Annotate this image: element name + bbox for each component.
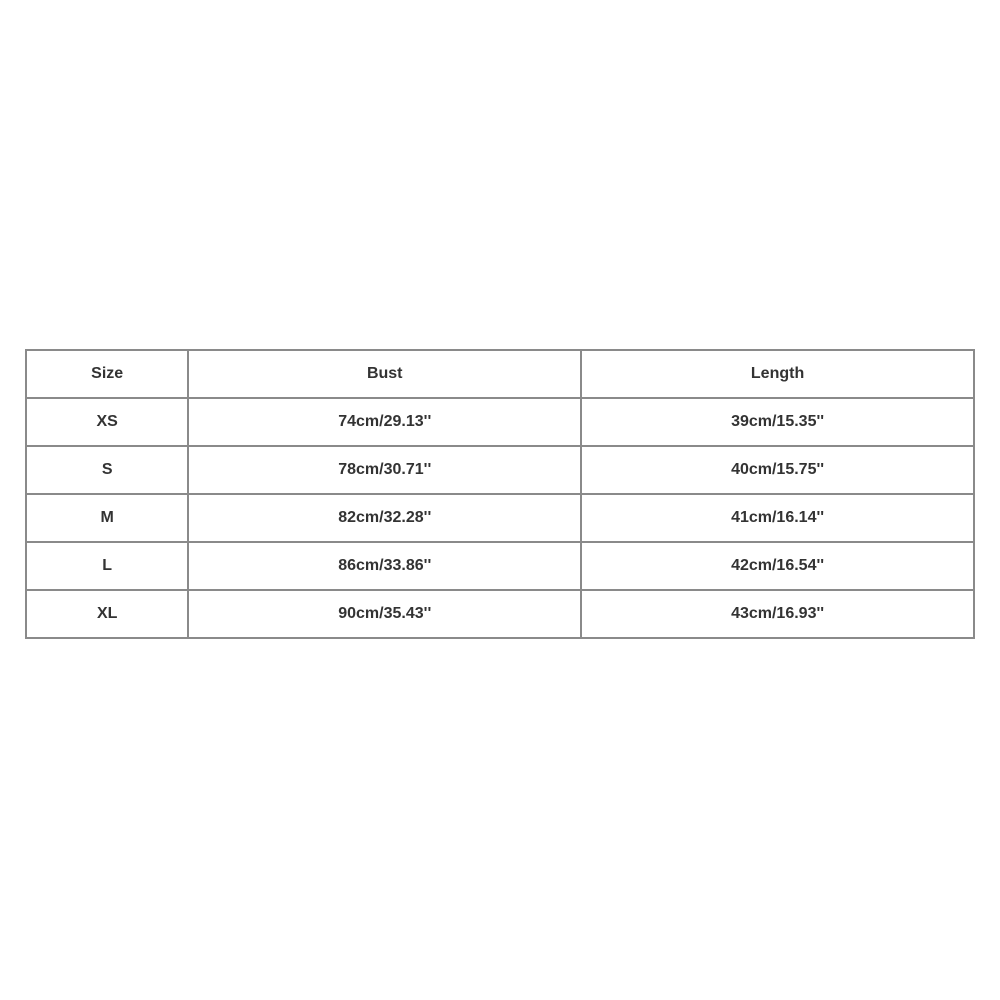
table-row — [26, 590, 974, 638]
cell-length: 42cm/16.54'' — [581, 542, 974, 590]
table-row — [26, 494, 974, 542]
cell-bust: 90cm/35.43'' — [188, 590, 581, 638]
cell-length: 39cm/15.35'' — [581, 398, 974, 446]
cell-bust: 74cm/29.13'' — [188, 398, 581, 446]
table-header-row — [26, 350, 974, 398]
cell-length: 41cm/16.14'' — [581, 494, 974, 542]
cell-size: XS — [26, 398, 188, 446]
table-row — [26, 542, 974, 590]
cell-size: M — [26, 494, 188, 542]
size-chart-table — [25, 349, 975, 639]
cell-size: L — [26, 542, 188, 590]
cell-bust: 78cm/30.71'' — [188, 446, 581, 494]
cell-size: XL — [26, 590, 188, 638]
cell-length: 40cm/15.75'' — [581, 446, 974, 494]
table-row — [26, 398, 974, 446]
header-bust: Bust — [188, 350, 581, 398]
header-size: Size — [26, 350, 188, 398]
cell-size: S — [26, 446, 188, 494]
cell-bust: 86cm/33.86'' — [188, 542, 581, 590]
table-row — [26, 446, 974, 494]
cell-length: 43cm/16.93'' — [581, 590, 974, 638]
header-length: Length — [581, 350, 974, 398]
cell-bust: 82cm/32.28'' — [188, 494, 581, 542]
